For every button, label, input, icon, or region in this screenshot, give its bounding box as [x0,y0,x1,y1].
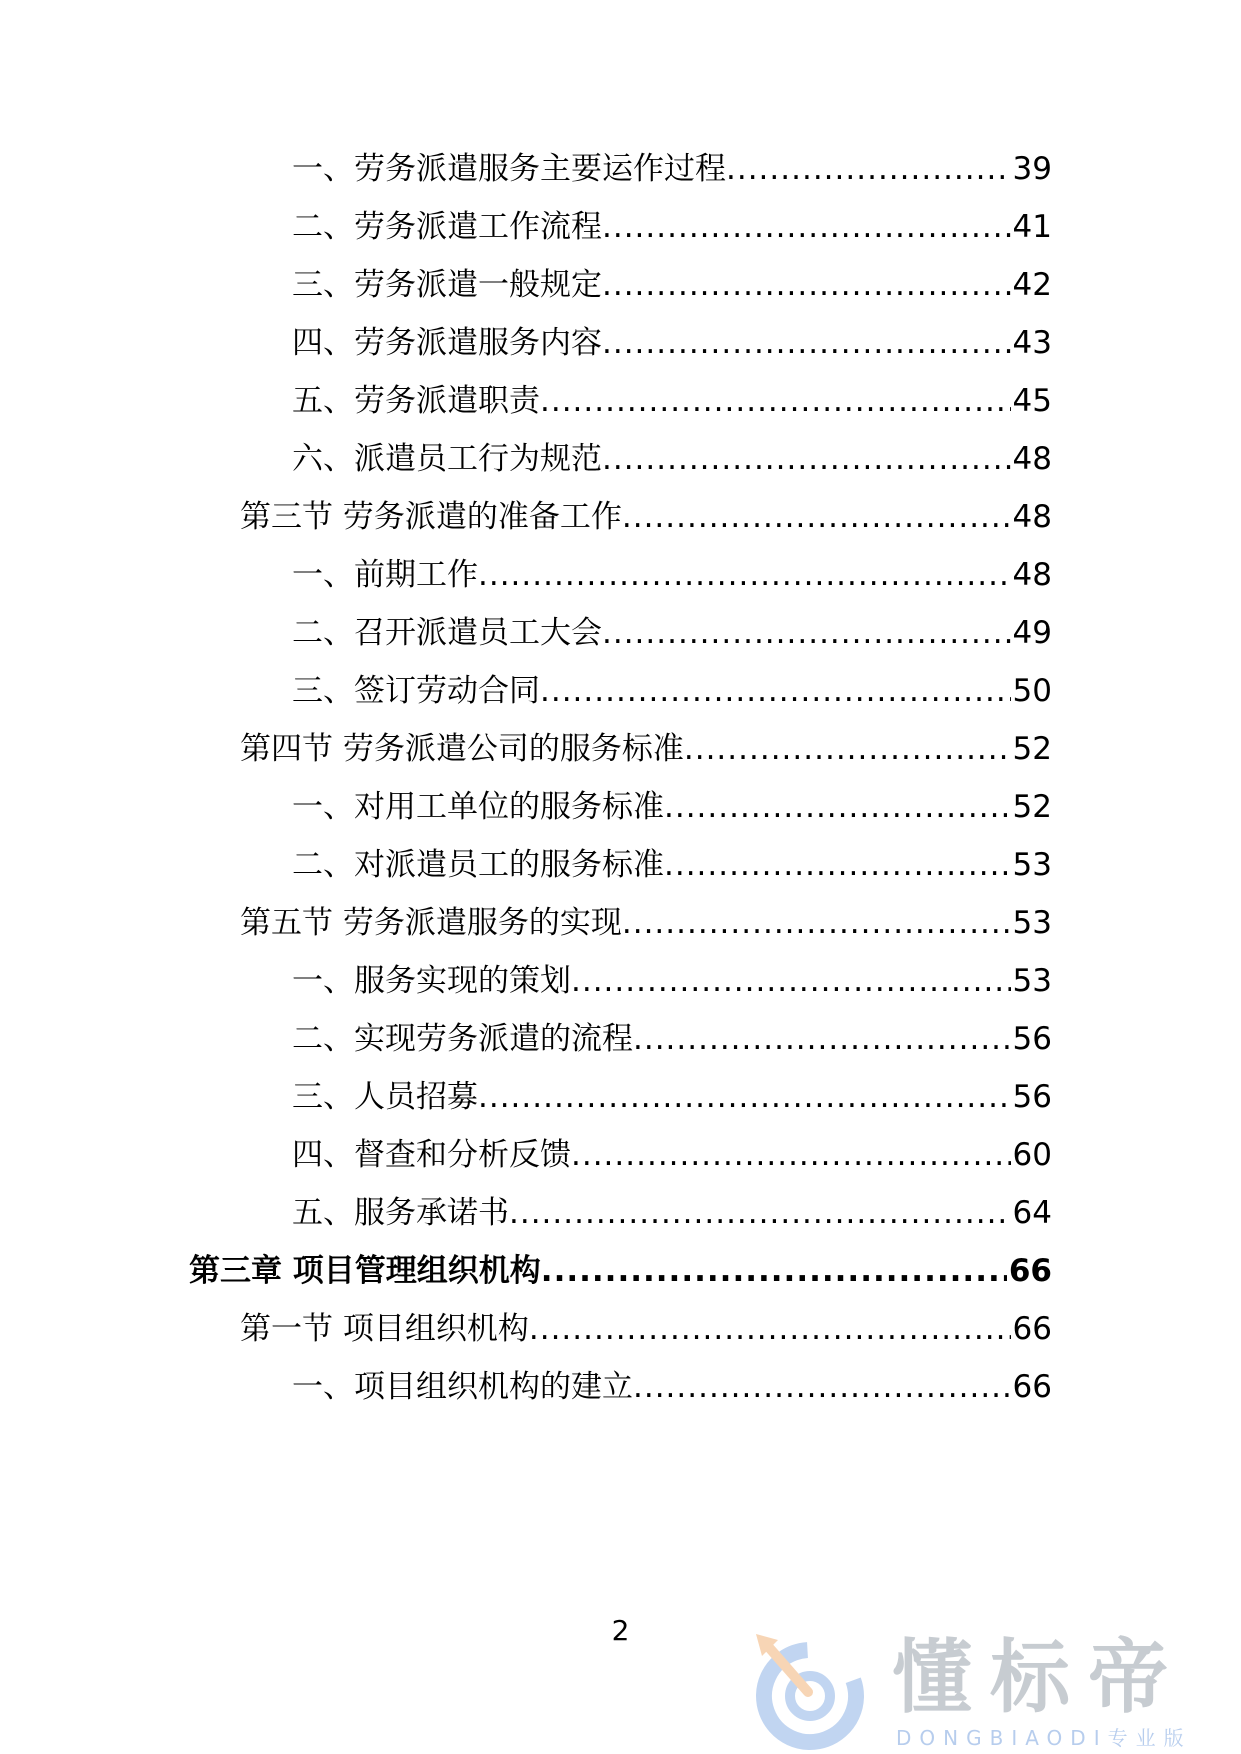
toc-entry[interactable] [292,613,1052,653]
toc-entry[interactable] [240,903,1052,943]
toc-entry-page: 53 [1012,963,1052,999]
toc-entry-title: 二、对派遣员工的服务标准 [292,847,664,883]
toc-entry-page: 66 [1012,1369,1052,1405]
toc-dot-leader [602,265,1011,305]
toc-entry[interactable] [292,671,1052,711]
toc-entry-page: 43 [1012,325,1052,361]
toc-dot-leader [602,439,1011,479]
toc-entry-title: 二、召开派遣员工大会 [292,615,602,651]
toc-entry[interactable] [292,1367,1052,1407]
watermark-subtitle-latin: DONGBIAODI [896,1726,1108,1750]
toc-entry[interactable] [292,381,1052,421]
toc-dot-leader [622,497,1011,537]
toc-dot-leader [478,1077,1011,1117]
toc-dot-leader [633,1367,1011,1407]
toc-entry-page: 53 [1012,905,1052,941]
watermark-brand-name: 懂标帝 [892,1631,1186,1724]
toc-entry[interactable] [292,1193,1052,1233]
toc-entry[interactable] [292,1019,1052,1059]
toc-entry[interactable] [240,497,1052,537]
toc-entry-page: 49 [1012,615,1052,651]
toc-dot-leader [509,1193,1011,1233]
toc-dot-leader [571,961,1011,1001]
toc-entry-title: 五、劳务派遣职责 [292,383,540,419]
toc-dot-leader [684,729,1011,769]
toc-entry-page: 48 [1012,499,1052,535]
toc-dot-leader [478,555,1011,595]
toc-dot-leader [602,613,1011,653]
toc-entry-page: 53 [1012,847,1052,883]
toc-dot-leader [529,1309,1011,1349]
toc-entry[interactable] [292,265,1052,305]
toc-entry-page: 66 [1008,1253,1052,1289]
toc-dot-leader [602,207,1011,247]
toc-entry-title: 一、劳务派遣服务主要运作过程 [292,151,726,187]
toc-dot-leader [602,323,1011,363]
toc-entry-page: 39 [1012,151,1052,187]
toc-entry[interactable] [292,555,1052,595]
toc-entry[interactable] [240,729,1052,769]
toc-entry[interactable] [292,787,1052,827]
toc-entry-page: 64 [1012,1195,1052,1231]
toc-entry-title: 第四节 劳务派遣公司的服务标准 [240,731,684,767]
toc-entry-chapter[interactable] [189,1251,1052,1291]
page-number: 2 [611,1614,630,1647]
toc-dot-leader [726,149,1011,189]
toc-entry-title: 四、劳务派遣服务内容 [292,325,602,361]
toc-entry[interactable] [292,961,1052,1001]
toc-entry-title: 三、劳务派遣一般规定 [292,267,602,303]
toc-entry[interactable] [292,1077,1052,1117]
toc-entry-page: 41 [1012,209,1052,245]
toc-dot-leader [541,1251,1007,1291]
toc-entry-title: 二、劳务派遣工作流程 [292,209,602,245]
toc-dot-leader [664,845,1011,885]
toc-entry-title: 一、服务实现的策划 [292,963,571,999]
watermark-subtitle-cn: 专业版 [1107,1726,1192,1750]
toc-entry[interactable] [292,439,1052,479]
toc-entry-title: 第一节 项目组织机构 [240,1311,529,1347]
toc-entry-title: 三、签订劳动合同 [292,673,540,709]
toc-entry-page: 52 [1012,789,1052,825]
toc-entry-title: 五、服务承诺书 [292,1195,509,1231]
toc-entry-page: 66 [1012,1311,1052,1347]
toc-dot-leader [633,1019,1011,1059]
toc-entry-title: 四、督查和分析反馈 [292,1137,571,1173]
toc-entry-title: 一、前期工作 [292,557,478,593]
toc-entry-page: 50 [1012,673,1052,709]
toc-dot-leader [664,787,1011,827]
toc-entry-page: 45 [1012,383,1052,419]
toc-entry[interactable] [292,323,1052,363]
toc-entry-page: 56 [1012,1079,1052,1115]
toc-entry-title: 第五节 劳务派遣服务的实现 [240,905,622,941]
toc-dot-leader [540,381,1011,421]
toc-entry-page: 56 [1012,1021,1052,1057]
watermark-subtitle [896,1726,1192,1750]
watermark-logo [748,1631,1218,1752]
target-arrow-icon [748,1634,872,1752]
toc-entry-title: 二、实现劳务派遣的流程 [292,1021,633,1057]
toc-entry-title: 第三章 项目管理组织机构 [189,1253,541,1289]
toc-entry[interactable] [292,207,1052,247]
toc-entry-page: 60 [1012,1137,1052,1173]
toc-entry[interactable] [292,149,1052,189]
toc-dot-leader [571,1135,1011,1175]
toc-entry-page: 52 [1012,731,1052,767]
toc-entry-title: 三、人员招募 [292,1079,478,1115]
toc-entry-title: 一、对用工单位的服务标准 [292,789,664,825]
toc-entry[interactable] [292,845,1052,885]
toc-dot-leader [540,671,1011,711]
toc-entry[interactable] [240,1309,1052,1349]
toc-entry-page: 48 [1012,441,1052,477]
toc-entry-title: 第三节 劳务派遣的准备工作 [240,499,622,535]
toc-dot-leader [622,903,1011,943]
toc-entry-title: 一、项目组织机构的建立 [292,1369,633,1405]
toc-entry[interactable] [292,1135,1052,1175]
toc-entry-title: 六、派遣员工行为规范 [292,441,602,477]
toc-entry-page: 42 [1012,267,1052,303]
toc-entry-page: 48 [1012,557,1052,593]
